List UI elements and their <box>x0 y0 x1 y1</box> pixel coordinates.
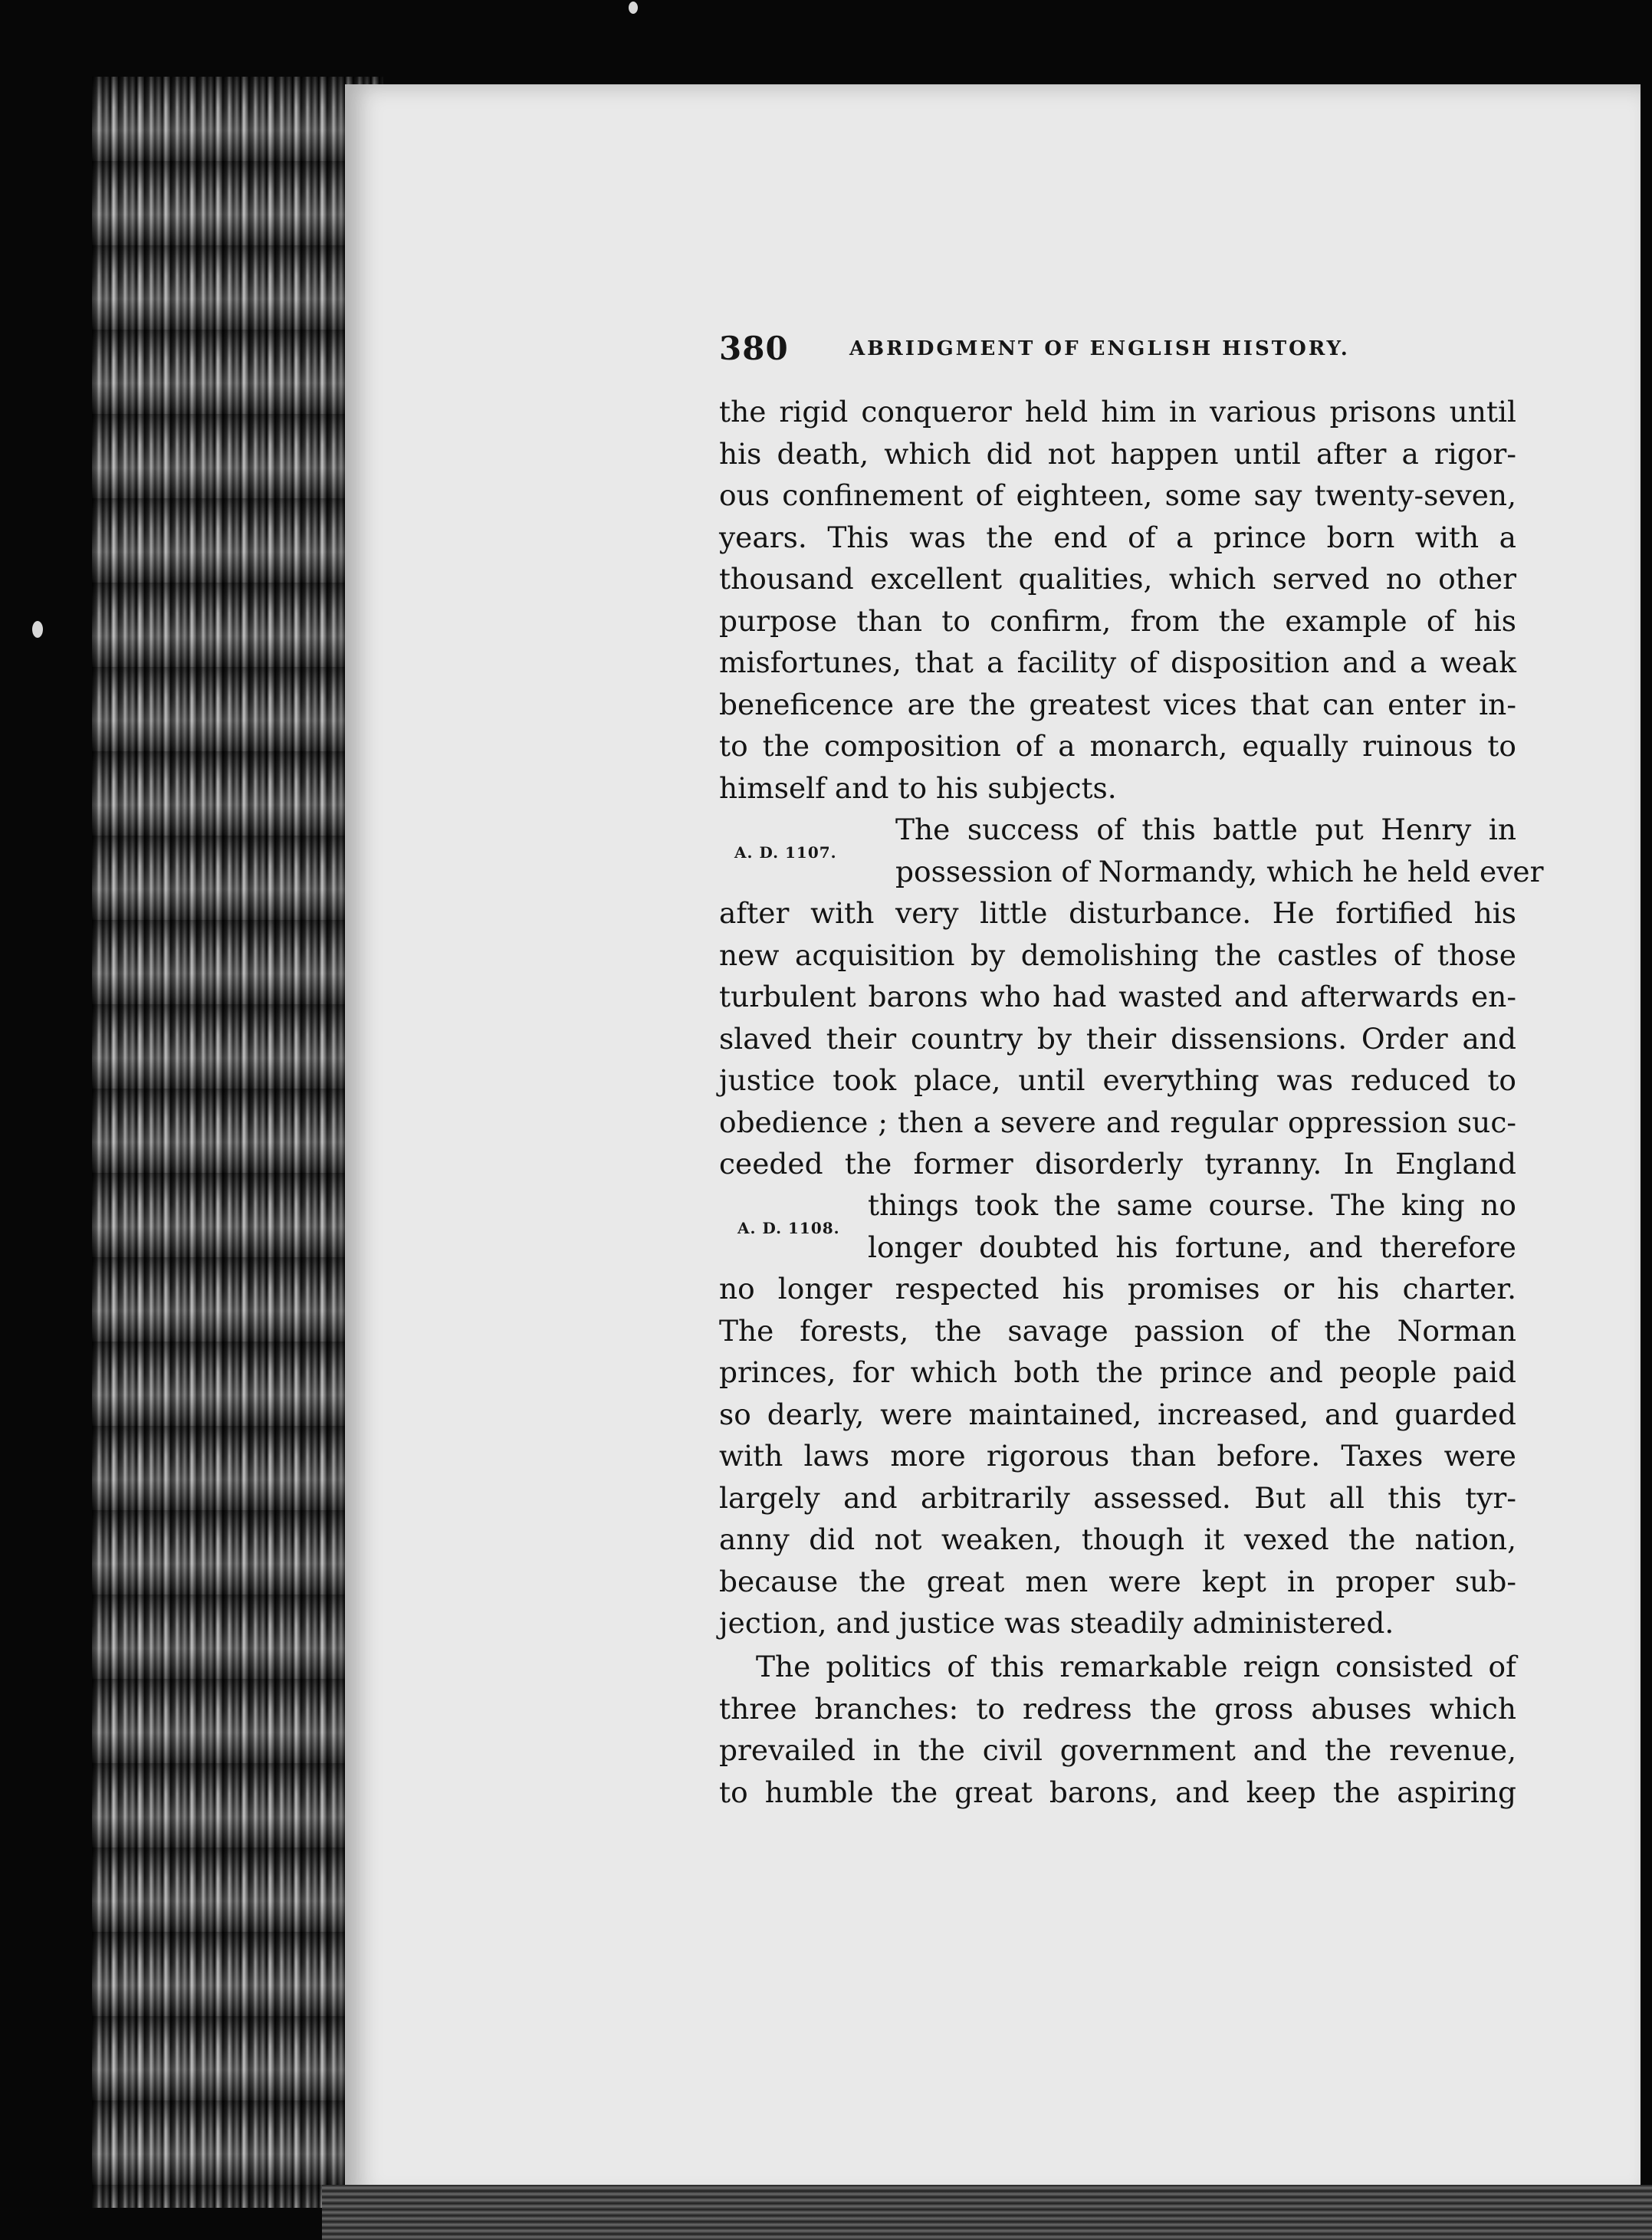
text-line: The politics of this remarkable reign consisted of <box>756 1650 1516 1683</box>
text-line: new acquisition by demolishing the castles of those <box>719 938 1516 972</box>
paragraph-block-5 <box>719 1268 1516 1644</box>
text-line: prevailed in the civil government and the revenue, <box>719 1733 1516 1767</box>
text-line: justice took place, until everything was reduced to <box>719 1063 1516 1097</box>
paragraph-block-1 <box>719 391 1516 809</box>
text-line: after with very little disturbance. He fortified his <box>719 896 1516 930</box>
text-line: three branches: to redress the gross abuses which <box>719 1691 1516 1726</box>
text-line: slaved their country by their dissensions. Order and <box>719 1021 1516 1056</box>
running-title: ABRIDGMENT OF ENGLISH HISTORY. <box>849 337 1350 360</box>
text-line: the rigid conqueror held him in various prisons until <box>719 395 1516 429</box>
text-line: no longer respected his promises or his charter. <box>719 1272 1516 1306</box>
text-line: things took the same course. The king no <box>868 1188 1516 1222</box>
text-line: purpose than to confirm, from the example of his <box>719 603 1516 638</box>
text-line: princes, for which both the prince and people paid <box>719 1355 1516 1389</box>
text-line: obedience ; then a severe and regular oppression suc- <box>719 1105 1516 1139</box>
text-line: turbulent barons who had wasted and afterwards en- <box>719 980 1516 1013</box>
text-line: largely and arbitrarily assessed. But all this tyr- <box>719 1480 1516 1515</box>
scan-speck <box>629 2 638 14</box>
text-line: anny did not weaken, though it vexed the nation, <box>719 1522 1516 1556</box>
text-line: himself and to his subjects. <box>719 770 1117 805</box>
text-line: possession of Normandy, which he held ever <box>895 854 1544 888</box>
text-line: ceeded the former disorderly tyranny. In England <box>719 1147 1516 1181</box>
text-line: because the great men were kept in proper sub- <box>719 1564 1516 1598</box>
text-line: years. This was the end of a prince born with a <box>719 520 1516 554</box>
text-line: The forests, the savage passion of the Norman <box>719 1313 1516 1348</box>
text-line: with laws more rigorous than before. Taxes were <box>719 1439 1516 1473</box>
paragraph-block-3 <box>719 892 1516 1185</box>
text-line: longer doubted his fortune, and therefore <box>868 1230 1516 1264</box>
margin-date-note: A. D. 1107. <box>734 843 837 862</box>
text-line: to humble the great barons, and keep the aspiring <box>719 1775 1516 1809</box>
scan-speck <box>32 621 43 638</box>
text-line: misfortunes, that a facility of disposition and a weak <box>719 645 1516 679</box>
text-line: jection, and justice was steadily administered. <box>719 1606 1394 1640</box>
text-line: ous confinement of eighteen, some say twenty-seven, <box>719 478 1516 512</box>
book-page-edges <box>92 77 383 2208</box>
paragraph-block-6 <box>719 1646 1516 1813</box>
text-line: so dearly, were maintained, increased, and guarded <box>719 1397 1516 1431</box>
text-line: to the composition of a monarch, equally ruinous to <box>719 729 1516 763</box>
book-bottom-edge <box>322 2185 1652 2240</box>
text-line: The success of this battle put Henry in <box>895 813 1516 846</box>
paragraph-block-4-indented <box>868 1184 1516 1268</box>
text-line: beneficence are the greatest vices that can enter in- <box>719 687 1516 721</box>
text-line: his death, which did not happen until after a rigor- <box>719 436 1516 471</box>
margin-date-note: A. D. 1108. <box>737 1219 840 1237</box>
text-line: thousand excellent qualities, which served no other <box>719 562 1516 596</box>
paragraph-block-2-indented <box>895 809 1544 892</box>
page-number: 380 <box>719 330 789 367</box>
running-head <box>719 330 1516 376</box>
